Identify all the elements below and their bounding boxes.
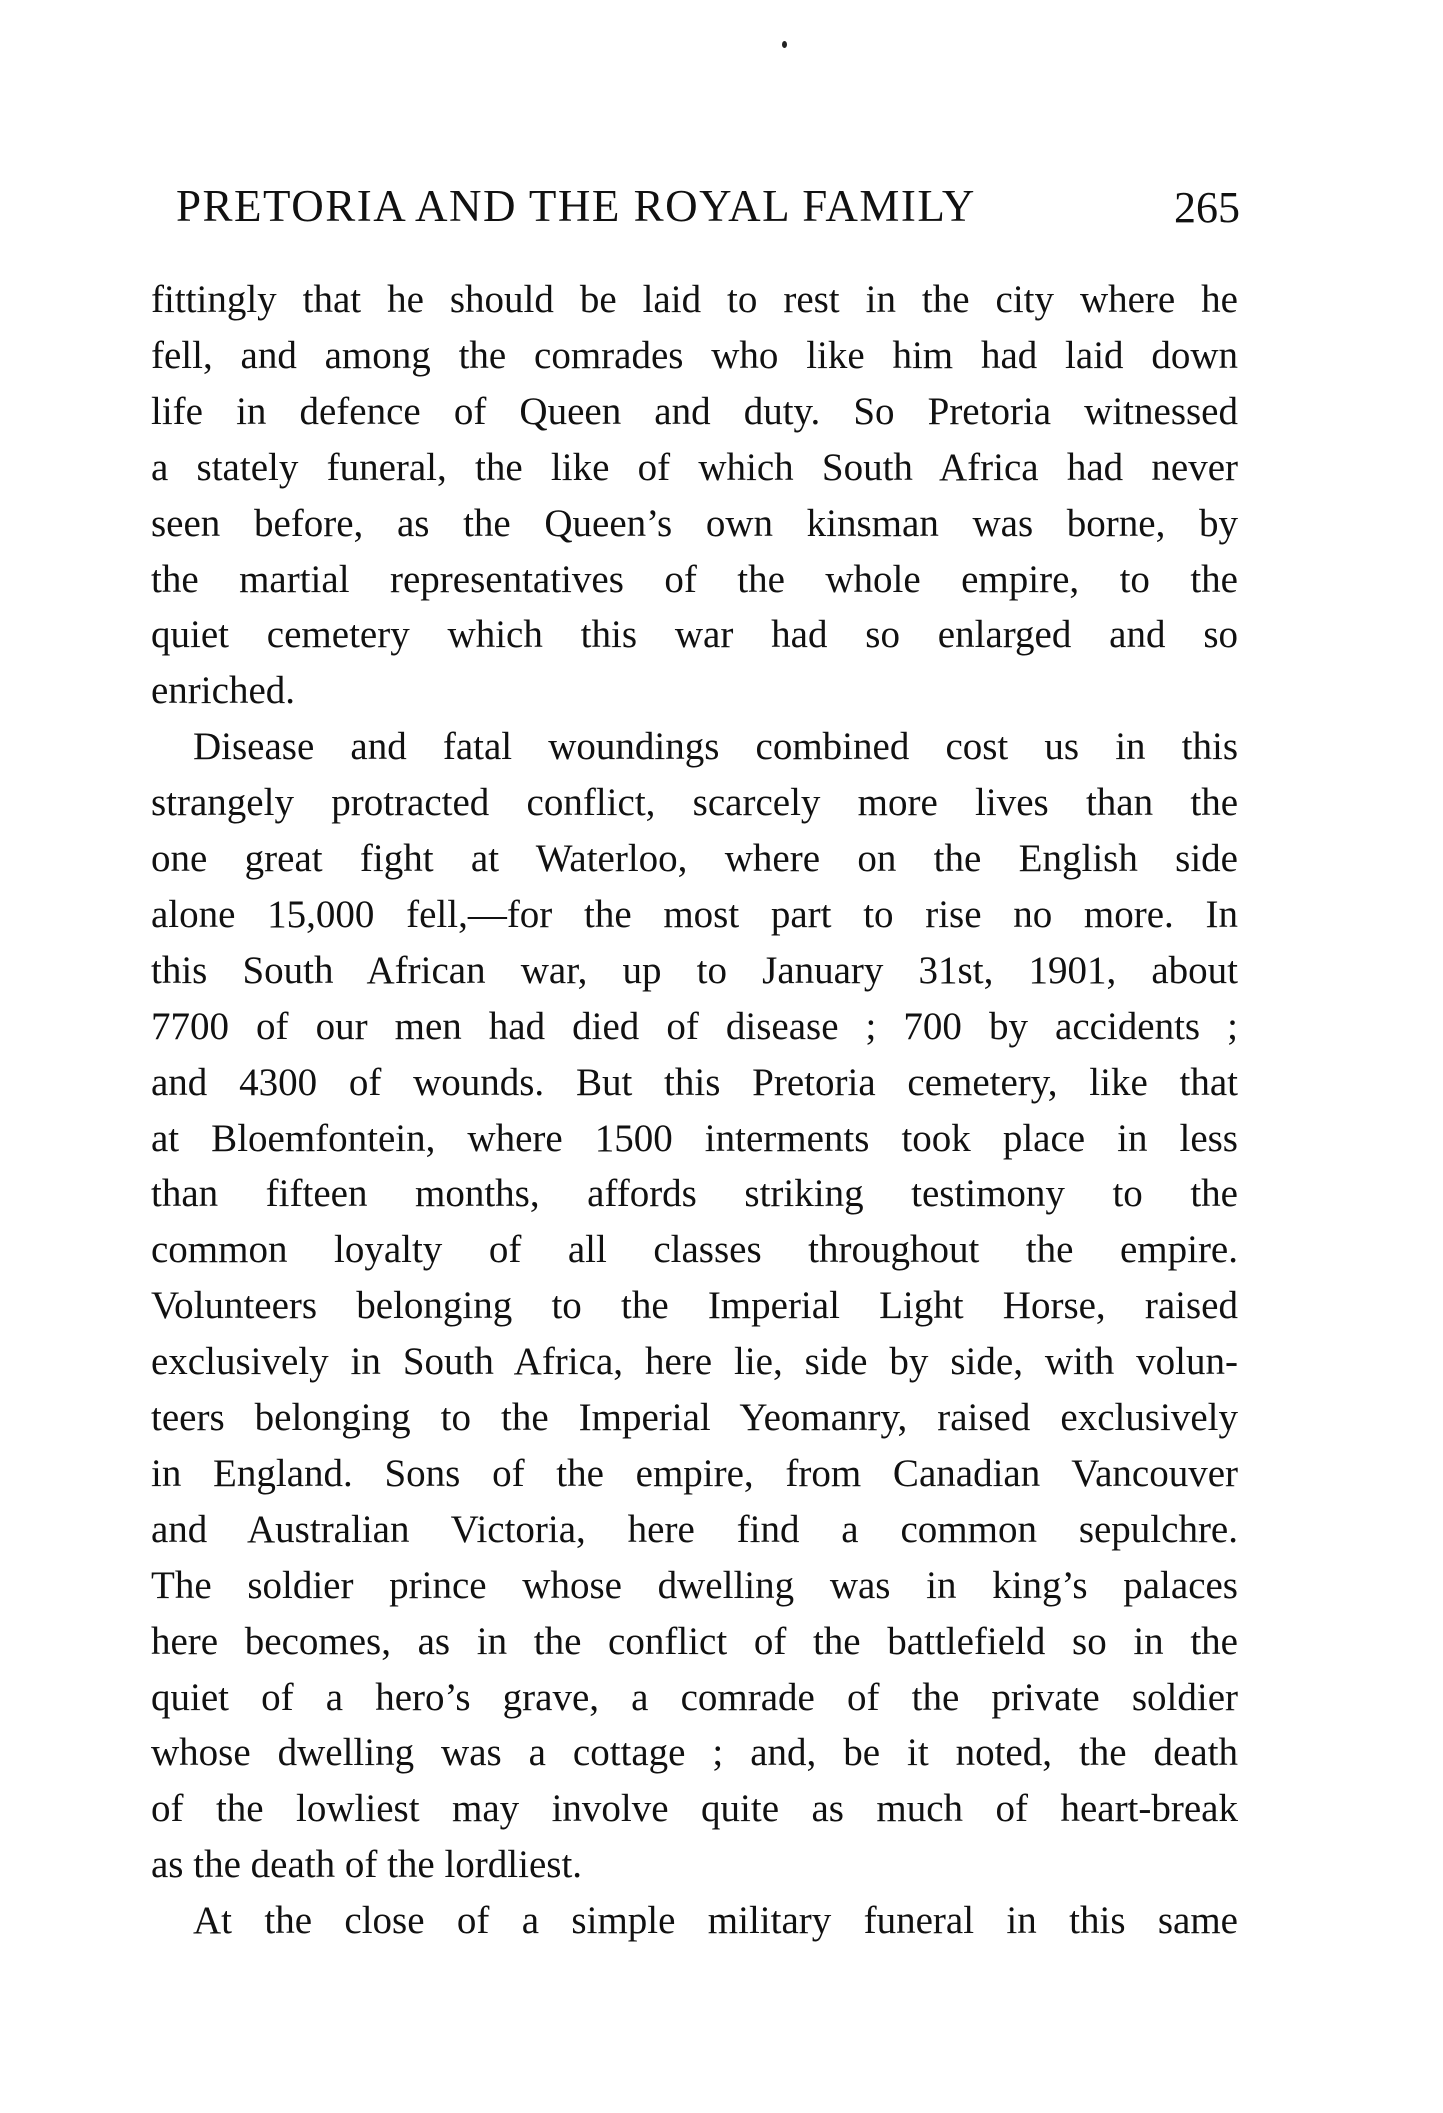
text-line: Volunteers belonging to the Imperial Light Horse, raised xyxy=(151,1284,1238,1328)
page-number: 265 xyxy=(1174,183,1240,232)
text-line: whose dwelling was a cottage ; and, be it noted, the death xyxy=(151,1731,1238,1775)
text-line: fell, and among the comrades who like him had laid down xyxy=(151,333,1238,377)
text-line: as the death of the lordliest. xyxy=(151,1843,583,1887)
text-line: life in defence of Queen and duty. So Pretoria witnessed xyxy=(151,389,1238,433)
text-line: the martial representatives of the whole empire, to the xyxy=(151,557,1238,601)
running-head-title: PRETORIA AND THE ROYAL FAMILY xyxy=(176,181,976,231)
text-line: in England. Sons of the empire, from Canadian Vancouver xyxy=(151,1451,1238,1495)
text-line: of the lowliest may involve quite as much of heart-break xyxy=(151,1787,1238,1831)
text-line: enriched. xyxy=(151,669,296,713)
text-line: fittingly that he should be laid to rest in the city where he xyxy=(151,278,1238,321)
scan-speck xyxy=(782,41,787,48)
paragraph-first-line: At the close of a simple military funeral in this same xyxy=(193,1899,1238,1943)
text-line: this South African war, up to January 31st, 1901, about xyxy=(151,948,1238,992)
text-line: at Bloemfontein, where 1500 interments took place in less xyxy=(151,1116,1238,1160)
text-line: than fifteen months, affords striking testimony to the xyxy=(151,1172,1238,1216)
text-line: teers belonging to the Imperial Yeomanry, raised exclusively xyxy=(151,1396,1238,1439)
text-line: seen before, as the Queen’s own kinsman was borne, by xyxy=(151,501,1238,545)
text-line: a stately funeral, the like of which South Africa had never xyxy=(151,445,1238,489)
text-line: and 4300 of wounds. But this Pretoria cemetery, like that xyxy=(151,1060,1238,1104)
text-line: alone 15,000 fell,—for the most part to rise no more. In xyxy=(151,892,1238,936)
text-line: one great fight at Waterloo, where on the English side xyxy=(151,837,1238,880)
text-line: and Australian Victoria, here find a common sepulchre. xyxy=(151,1507,1238,1551)
text-line: strangely protracted conflict, scarcely more lives than the xyxy=(151,781,1238,825)
text-line: here becomes, as in the conflict of the battlefield so in the xyxy=(151,1619,1238,1663)
text-line: quiet of a hero’s grave, a comrade of the private soldier xyxy=(151,1675,1238,1719)
text-line: common loyalty of all classes throughout the empire. xyxy=(151,1228,1238,1272)
text-line: The soldier prince whose dwelling was in king’s palaces xyxy=(151,1563,1238,1607)
text-line: 7700 of our men had died of disease ; 700 by accidents ; xyxy=(151,1004,1238,1048)
paragraph-first-line: Disease and fatal woundings combined cost us in this xyxy=(193,725,1238,769)
text-line: quiet cemetery which this war had so enlarged and so xyxy=(151,613,1238,657)
text-line: exclusively in South Africa, here lie, side by side, with volun- xyxy=(151,1340,1238,1384)
running-head xyxy=(176,178,1240,234)
